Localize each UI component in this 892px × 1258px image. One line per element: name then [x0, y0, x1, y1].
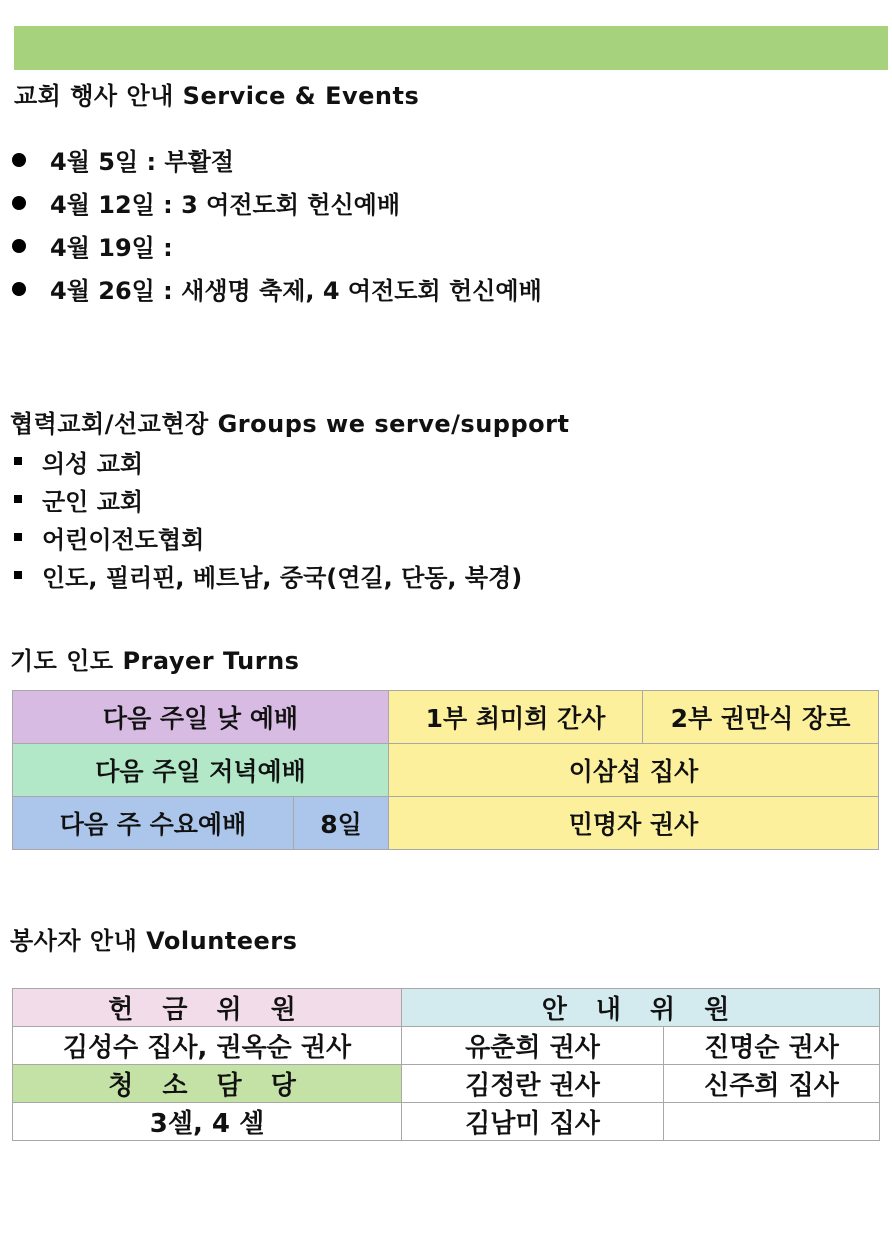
bullet-icon: [12, 196, 26, 210]
square-bullet-icon: [14, 571, 22, 579]
usher-cell: 신주희 집사: [664, 1065, 880, 1103]
list-item: [10, 224, 542, 267]
bullet-icon: [12, 282, 26, 296]
usher-cell: 진명순 권사: [664, 1027, 880, 1065]
usher-header: 안 내 위 원: [402, 989, 880, 1027]
wednesday-label: 다음 주 수요예배: [13, 797, 294, 850]
offering-members: 김성수 집사, 권옥순 권사: [13, 1027, 402, 1065]
usher-cell: 유춘희 권사: [402, 1027, 664, 1065]
prayer-table: [12, 690, 879, 850]
square-bullet-icon: [14, 495, 22, 503]
volunteers-heading: 봉사자 안내 Volunteers: [10, 927, 298, 955]
offering-header: 헌 금 위 원: [13, 989, 402, 1027]
table-row: [13, 1027, 880, 1065]
group-text: 의성 교회: [42, 449, 144, 478]
table-row: [13, 989, 880, 1027]
volunteers-table: [12, 988, 880, 1141]
table-row: [13, 1065, 880, 1103]
groups-heading: 협력교회/선교현장 Groups we serve/support: [10, 410, 570, 438]
list-item: [10, 267, 542, 310]
usher-cell: 김남미 집사: [402, 1103, 664, 1141]
bullet-icon: [12, 153, 26, 167]
wednesday-date: 8일: [294, 797, 389, 850]
list-item: [10, 442, 522, 480]
group-text: 인도, 필리핀, 베트남, 중국(연길, 단동, 북경): [42, 563, 523, 592]
prayer-heading: 기도 인도 Prayer Turns: [10, 647, 300, 675]
event-text: 4월 12일 : 3 여전도회 헌신예배: [50, 191, 401, 219]
list-item: [10, 138, 542, 181]
table-row: [13, 797, 879, 850]
event-text: 4월 26일 : 새생명 축제, 4 여전도회 헌신예배: [50, 277, 542, 305]
table-row: [13, 1103, 880, 1141]
list-item: [10, 480, 522, 518]
event-text: 4월 19일 :: [50, 234, 173, 262]
empty-cell: [664, 1103, 880, 1141]
sunday-morning-label: 다음 주일 낮 예배: [13, 691, 389, 744]
groups-list: [10, 442, 522, 594]
group-text: 어린이전도협회: [42, 525, 205, 554]
sunday-evening-label: 다음 주일 저녁예배: [13, 744, 389, 797]
wednesday-leader: 민명자 권사: [389, 797, 879, 850]
event-text: 4월 5일 : 부활절: [50, 148, 234, 176]
events-list: [10, 138, 542, 310]
cleaning-header: 청 소 담 당: [13, 1065, 402, 1103]
square-bullet-icon: [14, 533, 22, 541]
table-row: [13, 744, 879, 797]
evening-leader: 이삼섭 집사: [389, 744, 879, 797]
events-heading: 교회 행사 안내 Service & Events: [14, 82, 420, 110]
top-banner-bar: [14, 26, 888, 70]
square-bullet-icon: [14, 457, 22, 465]
list-item: [10, 181, 542, 224]
second-service-leader: 2부 권만식 장로: [643, 691, 879, 744]
usher-cell: 김정란 권사: [402, 1065, 664, 1103]
group-text: 군인 교회: [42, 487, 144, 516]
first-service-leader: 1부 최미희 간사: [389, 691, 643, 744]
cleaning-members: 3셀, 4 셀: [13, 1103, 402, 1141]
bullet-icon: [12, 239, 26, 253]
table-row: [13, 691, 879, 744]
list-item: [10, 556, 522, 594]
list-item: [10, 518, 522, 556]
